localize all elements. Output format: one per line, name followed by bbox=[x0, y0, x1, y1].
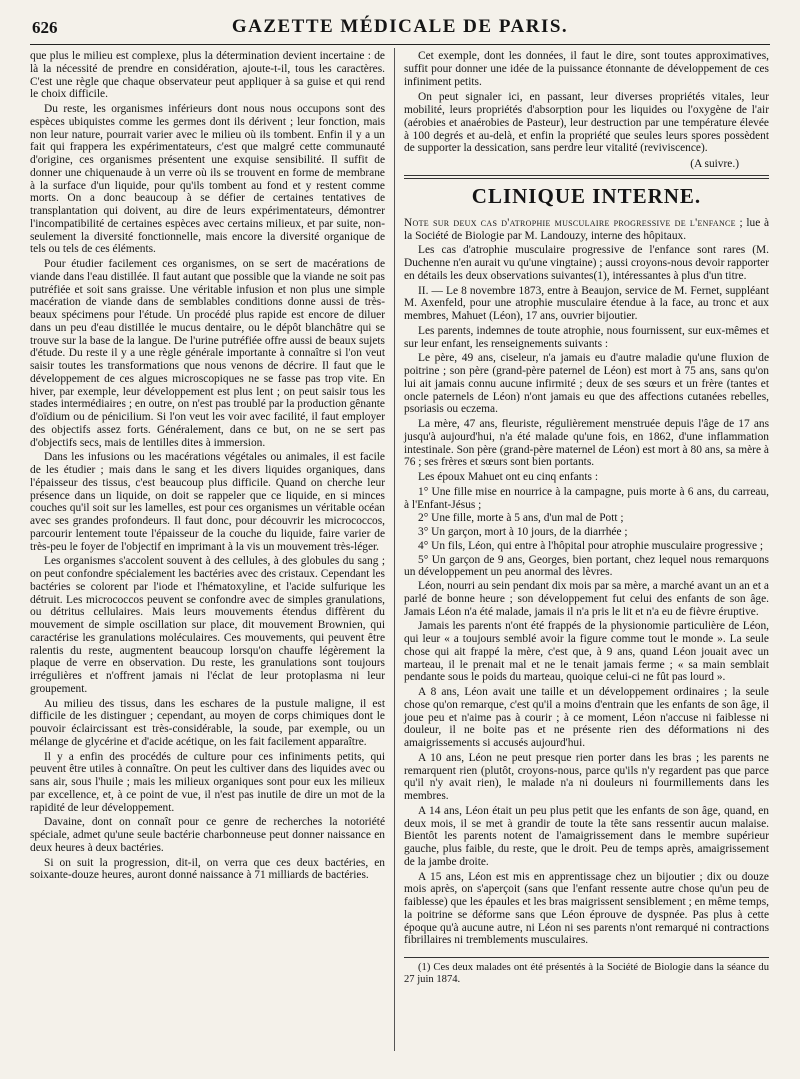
article-title bbox=[404, 217, 769, 243]
left-column bbox=[30, 50, 385, 884]
left-paragraph: Du reste, les organismes inférieurs dont nous nous occupons sont des espèces ubiquistes comme les germes dont ils dérivent ; leur fonction, mais non leur nature, pourrait varier avec le milieu où ils tombent. Enfin il y a un fait qui frappera les expérimentateurs, c'est que malgré cette communauté d'origine, ces organismes présentent une exquise sensibilité. Il suffit de donner une chiquenaude à un verre où ils se trouvent en forme de membrane à la surface d'un liquide, pour qu'ils tombent au fond et y restent comme morts. On a donc beaucoup à se défier de certaines tentatives de transplantation qui doivent, au dire de leurs expérimentateurs, démontrer l'incompatibilité de certaines espèces avec certains milieux, et par suite, non-seulement la diversité fonctionnelle, mais encore la diversité organique de tels ou tels de ces éléments. bbox=[30, 103, 385, 256]
right-paragraph: A 15 ans, Léon est mis en apprentissage chez un bijoutier ; dix ou douze mois après, on s'aperçoit (sans que l'enfant ressente autre chose qu'un peu de faiblesse) que les épaules et les bras maigrissent sensiblement ; en même temps, la poitrine se déforme sans que Léon éprouve de dyspnée. Pas plus à cette époque qu'à aucune autre, ni Léon ni ses parents n'ont remarqué ni contractions fibrillaires ni tremblements musculaires. bbox=[404, 870, 769, 947]
left-paragraph: Pour étudier facilement ces organismes, on se sert de macérations de viande dans l'eau distillée. Il faut autant que possible que la viande ne soit pas putréfiée et soit sans graisse. Une véritable infusion et non plus une simple macération de viande dans de semblables conditions donne aussi de très-beaux spécimens pour l'étude. Un procédé plus rapide est encore de diluer dans un peu d'eau distillée le mucus dentaire, ou le dépôt blanchâtre qui se trouve sur la base de la langue. De l'urine putréfiée offre aussi de beaux sujets d'étude. Du reste il y a une règle générale importante à connaître si l'on veut saisir toutes les transformations que nous venons de décrire. Il faut que le développement de ces algues microscopiques ne se fasse pas trop vite. En hiver, par exemple, leur développement est plus lent ; on peut saisir tous les stades intermédiaires ; en outre, on n'est pas troublé par la production gênante d'oïdium ou de pénicilium. Si l'on veut les voir avec facilité, il faut employer des objectifs assez forts. Généralement, dans ce but, on ne se sert pas d'objectifs secs, mais de lentilles dites à immersion. bbox=[30, 258, 385, 449]
article-title-rest: ; lue à la Société de Biologie par M. Landouzy, interne des hôpitaux. bbox=[404, 216, 769, 242]
journal-title: GAZETTE MÉDICALE DE PARIS. bbox=[231, 16, 569, 37]
right-paragraph: Cet exemple, dont les données, il faut le dire, sont toutes approximatives, suffit pour donner une idée de la puissance étonnante de développement de ces infiniment petits. bbox=[404, 50, 769, 88]
list-item: 2° Une fille, morte à 5 ans, d'un mal de Pott ; bbox=[418, 512, 624, 525]
right-paragraph: Les parents, indemnes de toute atrophie, nous fournissent, sur eux-mêmes et sur leur enfant, les renseignements suivants : bbox=[404, 324, 769, 350]
right-paragraph: Les époux Mahuet ont eu cinq enfants : bbox=[418, 471, 598, 483]
right-paragraph: II. — Le 8 novembre 1873, entre à Beaujon, service de M. Fernet, suppléant M. Axenfeld, pour une atrophie musculaire étendue à la face, au tronc et aux membres, Mahuet (Léon), 17 ans, ouvrier bijoutier. bbox=[404, 284, 769, 322]
right-paragraph: Léon, nourri au sein pendant dix mois par sa mère, a marché avant un an et a parlé de bonne heure ; son développement fut celui des enfants de son âge. Jamais Léon n'a été malade, jamais il n'a pris le lit et n'a eu de fièvre éruptive. bbox=[404, 580, 769, 618]
list-item: 1° Une fille mise en nourrice à la campagne, puis morte à 6 ans, du carreau, à l'Enfant-Jésus ; bbox=[404, 485, 769, 511]
to-be-continued: (A suivre.) bbox=[690, 158, 739, 170]
article-title-smallcaps: Note sur deux cas d'atrophie musculaire progressive de l'enfance bbox=[404, 216, 736, 229]
list-item: 5° Un garçon de 9 ans, Georges, bien portant, chez lequel nous remarquons un développement un peu anormal des lèvres. bbox=[404, 553, 769, 579]
left-paragraph: Il y a enfin des procédés de culture pour ces infiniments petits, qui peuvent être utiles à connaître. On peut les cultiver dans des liquides avec ou sans air, sous l'huile ; mais les milieux organiques sont pour eux les milieux par excellence, et, à ce point de vue, il n'est pas inutile de dire un mot de la rapidité de leur développement. bbox=[30, 750, 385, 814]
right-paragraph: Le père, 49 ans, ciseleur, n'a jamais eu d'autre maladie qu'une fluxion de poitrine ; son père (grand-père paternel de Léon) est mort à 75 ans, sans qu'on lui ait jamais connu aucune infirmité ; deux de ses sœurs et un frère (tantes et oncle paternels de Léon) n'ont jamais eu que des affections cutanées rebelles, psoriasis ou eczema. bbox=[404, 352, 769, 416]
section-title: CLINIQUE INTERNE. bbox=[471, 183, 702, 208]
right-column bbox=[404, 50, 769, 988]
left-paragraph: Les organismes s'accolent souvent à des cellules, à des globules du sang ; on peut confondre spécialement les bactéries avec des cristaux. Cependant les bactéries se colorent par l'iode et l'hématoxyline, et l'acide sulfurique les détruit. Les micrococcos peuvent se confondre avec de simples granulations, ou détritus cellulaires. Mais leurs mouvements étendus diffèrent du mouvement de simple oscillation sur place, dit mouvement Brownien, qui caractérise les granulations moléculaires. Ces mouvements, qui peuvent être ralentis du reste, augmentent beaucoup lorsqu'on chauffe légèrement la plaque de verre en observation. Du reste, les granulations sont toujours irrégulières et n'offrent jamais ni l'éclat de leur protoplasma ni leur groupement. bbox=[30, 555, 385, 695]
footnote: (1) Ces deux malades ont été présentés à la Société de Biologie dans la séance du 27 juin 1874. bbox=[404, 962, 769, 985]
right-paragraph: A 8 ans, Léon avait une taille et un développement ordinaires ; la seule chose qu'on remarque, c'est qu'il a moins d'entrain que les enfants de son âge, il joue peu et n'aime pas à courir ; à ce moment, Léon n'accuse ni faiblesse ni douleur, il ne boite pas et ne présente rien des déformations ni des amaigrissements si accusés aujourd'hui. bbox=[404, 686, 769, 749]
left-paragraph: Dans les infusions ou les macérations végétales ou animales, il est facile de les étudier ; mais dans le sang et les divers liquides organiques, dans l'épaisseur des tissus, c'est beaucoup plus difficile. Quand on cherche leur présence dans un liquide, on doit se rappeler que ce liquide, en si minces couches qu'il soit sur les lamelles, est pour ces organismes un véritable océan avec ses grandes profondeurs. Il faut donc, pour découvrir les micrococcos, parcourir lentement toute l'épaisseur de la couche du liquide, faire varier de très-peu le foyer de l'objectif en imprimant à la vis un mouvement très-léger. bbox=[30, 451, 385, 553]
left-paragraph: Davaine, dont on connaît pour ce genre de recherches la notoriété spéciale, admet qu'une seule bactérie charbonneuse peut donner naissance en deux heures à deux bactéries. bbox=[30, 816, 385, 854]
page-number: 626 bbox=[32, 18, 58, 37]
right-paragraph: Jamais les parents n'ont été frappés de la physionomie particulière de Léon, qui leur « a toujours semblé avoir la figure comme tout le monde ». La seule chose qui ait frappé la mère, c'est que, à 9 ans, quand Léon jouait avec un marteau, il le prenait mal et ne le tenait jamais ferme ; « sa main semblait pendante sous le poids du marteau, quoique celui-ci ne fût pas lourd ». bbox=[404, 620, 769, 684]
left-paragraph: Au milieu des tissus, dans les eschares de la pustule maligne, il est difficile de les distinguer ; cependant, au moyen de corps chimiques dont le pouvoir éclaircissant est très-considérable, la soude, par exemple, ou un mélange de glycérine et d'acide acétique, on les fait facilement apparaître. bbox=[30, 697, 385, 748]
right-paragraph: La mère, 47 ans, fleuriste, régulièrement menstruée depuis l'âge de 17 ans jusqu'à aujourd'hui, n'a été malade qu'une fois, en 1862, d'une inflammation intestinale. Son père (grand-père maternel de Léon) est mort à 80 ans, sa mère à 76 ; ses frères et sœurs sont bien portants. bbox=[404, 418, 769, 469]
left-paragraph: que plus le milieu est complexe, plus la détermination devient incertaine : de là la nécessité de prendre en considération, ajoute-t-il, tous les caractères. C'est une règle que chaque observateur peut appliquer à sa guise et qui rend le choix difficile. bbox=[30, 50, 385, 101]
footnote-rule bbox=[404, 957, 769, 958]
right-paragraph: A 14 ans, Léon était un peu plus petit que les enfants de son âge, quand, en deux mois, il se met à grandir de toute la tête sans ressentir aucun malaise. Bientôt les parents notent de l'amaigrissement dans le membre supérieur gauche, plus faible, du reste, que le droit. Peu de temps après, amaigrissement de la jambe droite. bbox=[404, 804, 769, 868]
column-divider bbox=[394, 48, 395, 1051]
children-list bbox=[404, 486, 769, 579]
section-rule bbox=[404, 175, 769, 179]
list-item: 3° Un garçon, mort à 10 jours, de la diarrhée ; bbox=[418, 526, 628, 538]
right-paragraph: On peut signaler ici, en passant, leur diverses propriétés vitales, leur mobilité, leurs propriétés d'absorption pour les liquides ou l'oxygène de l'air (aérobies et anaérobies de Pasteur), leur destruction par une température élevée à 100 degrés et au-delà, et enfin la propriété que seules leurs spores possèdent de supporter la dessication, sans perdre leur vitalité (reviviscence). bbox=[404, 91, 769, 155]
list-item: 4° Un fils, Léon, qui entre à l'hôpital pour atrophie musculaire progressive ; bbox=[418, 539, 764, 552]
right-paragraph: Les cas d'atrophie musculaire progressive de l'enfance sont rares (M. Duchenne n'en aurait vu qu'une vingtaine) ; aussi croyons-nous devoir rapporter en détails les deux observations suivantes(1), intéressantes à plus d'un titre. bbox=[404, 244, 769, 282]
continuation-block bbox=[404, 50, 769, 155]
right-paragraph: A 10 ans, Léon ne peut presque rien porter dans les bras ; les parents ne remarquent rien (plutôt, croyons-nous, parce qu'ils n'y regardent pas que parce qu'il n'y avait rien), le malade n'a ni douleurs ni fourmillements dans les membres. bbox=[404, 751, 769, 802]
page-header bbox=[30, 14, 770, 45]
left-paragraph: Si on suit la progression, dit-il, on verra que ces deux bactéries, en soixante-douze heures, auront donné naissance à 71 milliards de bactéries. bbox=[30, 856, 385, 882]
